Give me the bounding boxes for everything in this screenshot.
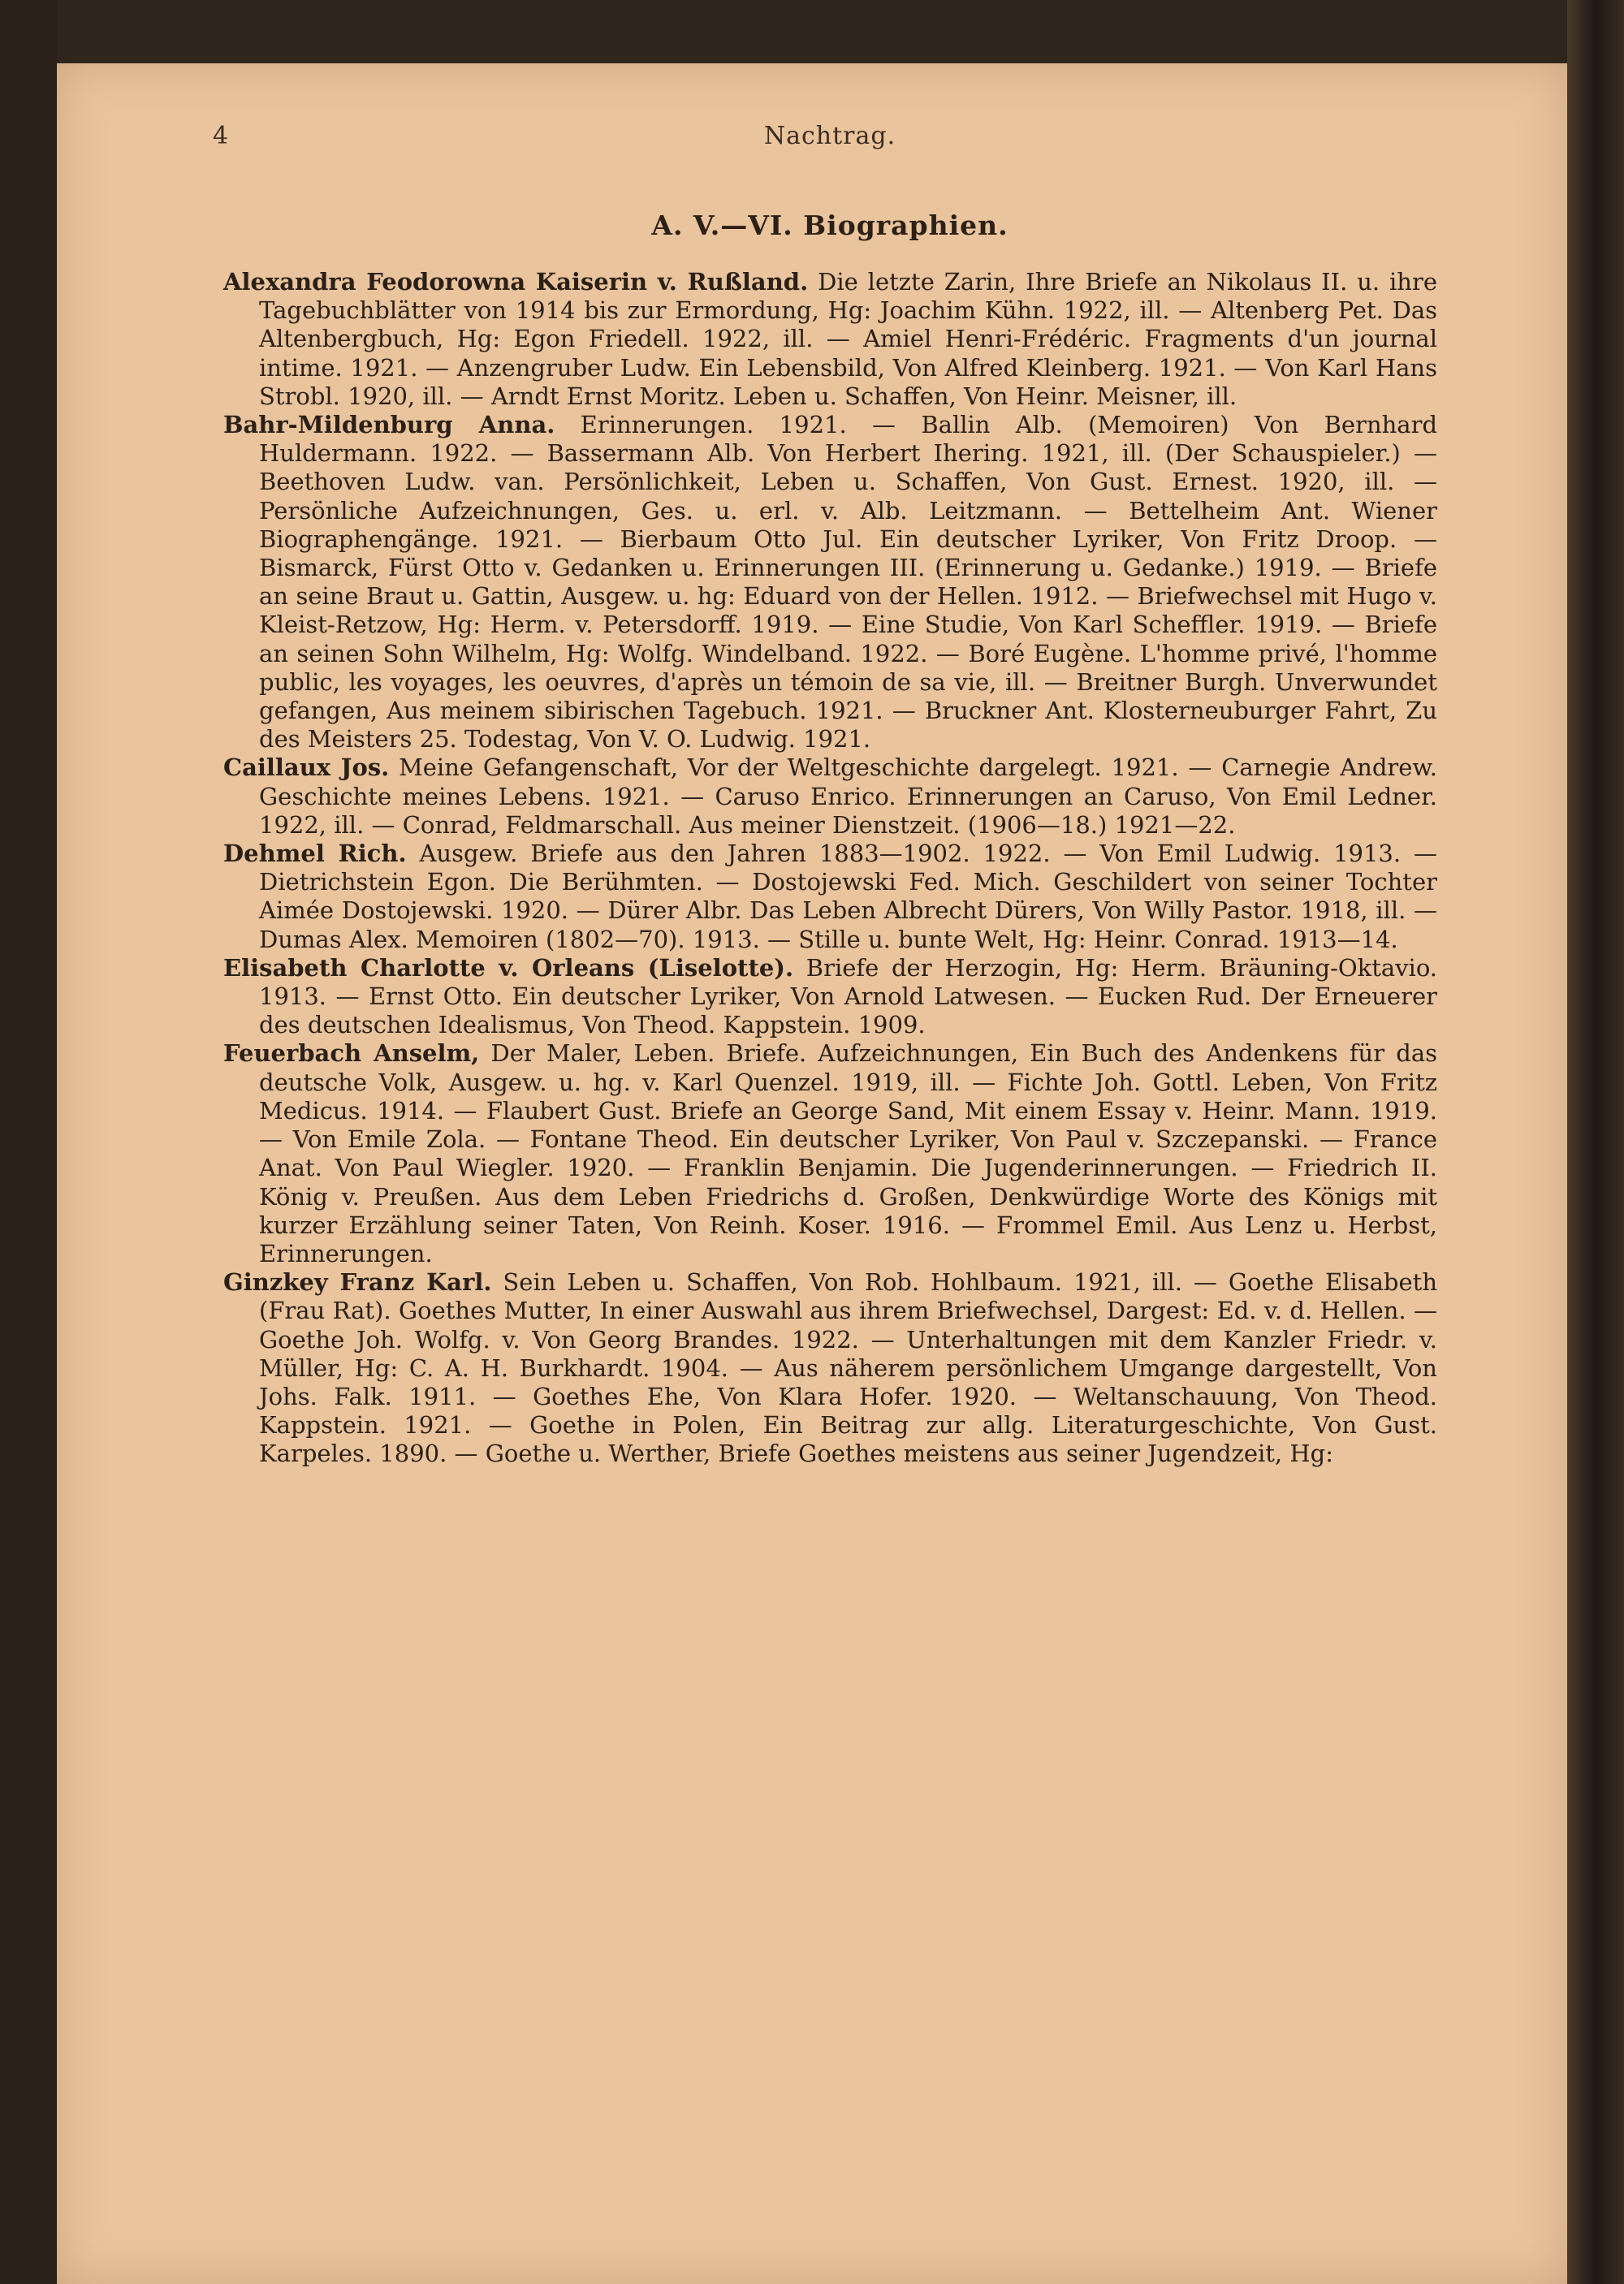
entry-head: Elisabeth Charlotte v. Orleans (Liselotte). <box>223 953 794 982</box>
entry-c <box>223 753 1437 840</box>
entry-head: Feuerbach Anselm, <box>223 1039 480 1068</box>
entry-a <box>223 268 1437 411</box>
entry-body: Die letzte Zarin, Ihre Briefe an Nikolaus II. u. ihre Tagebuchblätter von 1914 bis zur Ermordung, Hg: Joachim Kühn. 1922, ill. — Altenberg Pet. Das Altenbergbuch, Hg: Egon Friedell. 1922, ill. — Amiel Henri-Frédéric. Fragments d'un journal intime. 1921. — Anzengruber Ludw. Ein Lebensbild, Von Alfred Kleinberg. 1921. — Von Karl Hans Strobl. 1920, ill. — Arndt Ernst Moritz. Leben u. Schaffen, Von Heinr. Meisner, ill. <box>259 268 1437 410</box>
entry-head: Ginzkey Franz Karl. <box>223 1268 492 1297</box>
entry-body: Der Maler, Leben. Briefe. Aufzeichnungen, Ein Buch des Andenkens für das deutsche Volk, Ausgew. u. hg. v. Karl Quenzel. 1919, ill. — Fichte Joh. Gottl. Leben, Von Fritz Medicus. 1914. — Flaubert Gust. Briefe an George Sand, Mit einem Essay v. Heinr. Mann. 1919. — Von Emile Zola. — Fontane Theod. Ein deutscher Lyriker, Von Paul v. Szczepanski. — France Anat. Von Paul Wiegler. 1920. — Franklin Benjamin. Die Jugenderinnerungen. — Friedrich II. König v. Preußen. Aus dem Leben Friedrichs d. Großen, Denkwürdige Worte des Königs mit kurzer Erzählung seiner Taten, Von Reinh. Koser. 1916. — Frommel Emil. Aus Lenz u. Herbst, Erinnerungen. <box>259 1039 1437 1267</box>
page-number: 4 <box>213 122 229 150</box>
entry-body: Briefe der Herzogin, Hg: Herm. Bräuning-Oktavio. 1913. — Ernst Otto. Ein deutscher Lyriker, Von Arnold Latwesen. — Eucken Rud. Der Erneuerer des deutschen Idealismus, Von Theod. Kappstein. 1909. <box>259 953 1437 1039</box>
entry-e <box>223 954 1437 1040</box>
entry-head: Dehmel Rich. <box>223 840 407 868</box>
entry-f <box>223 1039 1437 1268</box>
page-header <box>213 122 1447 171</box>
entry-head: Bahr-Mildenburg Anna. <box>223 411 555 439</box>
entry-body: Ausgew. Briefe aus den Jahren 1883—1902. 1922. — Von Emil Ludwig. 1913. — Dietrichstein Egon. Die Berühmten. — Dostojewski Fed. Mich. Geschildert von seiner Tochter Aimée Dostojewski. 1920. — Dürer Albr. Das Leben Albrecht Dürers, Von Willy Pastor. 1918, ill. — Dumas Alex. Memoiren (1802—70). 1913. — Stille u. bunte Welt, Hg: Heinr. Conrad. 1913—14. <box>259 840 1437 953</box>
entry-head: Caillaux Jos. <box>223 753 390 782</box>
entry-b <box>223 411 1437 753</box>
entry-head: Alexandra Feodorowna Kaiserin v. Rußland. <box>223 268 809 296</box>
entry-d <box>223 840 1437 954</box>
section-title: A. V.—VI. Biographien. <box>651 209 1009 241</box>
running-head: Nachtrag. <box>763 122 896 150</box>
scan-top-border <box>57 0 1567 63</box>
entry-body: Erinnerungen. 1921. — Ballin Alb. (Memoiren) Von Bernhard Huldermann. 1922. — Bassermann Alb. Von Herbert Ihering. 1921, ill. (Der Schauspieler.) — Beethoven Ludw. van. Persönlichkeit, Leben u. Schaffen, Von Gust. Ernest. 1920, ill. — Persönliche Aufzeichnungen, Ges. u. erl. v. Alb. Leitzmann. — Bettelheim Ant. Wiener Biographengänge. 1921. — Bierbaum Otto Jul. Ein deutscher Lyriker, Von Fritz Droop. — Bismarck, Fürst Otto v. Gedanken u. Erinnerungen III. (Erinnerung u. Gedanke.) 1919. — Briefe an seine Braut u. Gattin, Ausgew. u. hg: Eduard von der Hellen. 1912. — Briefwechsel mit Hugo v. Kleist-Retzow, Hg: Herm. v. Petersdorff. 1919. — Eine Studie, Von Karl Scheffler. 1919. — Briefe an seinen Sohn Wilhelm, Hg: Wolfg. Windelband. 1922. — Boré Eugène. L'homme privé, l'homme public, les voyages, les oeuvres, d'après un témoin de sa vie, ill. — Breitner Burgh. Unverwundet gefangen, Aus meinem sibirischen Tagebuch. 1921. — Bruckner Ant. Klosterneuburger Fahrt, Zu des Meisters 25. Todestag, Von V. O. Ludwig. 1921. <box>259 411 1438 753</box>
book-spine <box>1567 0 1624 2284</box>
biography-entries <box>223 268 1437 1469</box>
entry-g <box>223 1268 1437 1468</box>
entry-body: Meine Gefangenschaft, Vor der Weltgeschichte dargelegt. 1921. — Carnegie Andrew. Geschichte meines Lebens. 1921. — Caruso Enrico. Erinnerungen an Caruso, Von Emil Ledner. 1922, ill. — Conrad, Feldmarschall. Aus meiner Dienstzeit. (1906—18.) 1921—22. <box>259 753 1438 839</box>
entry-body: Sein Leben u. Schaffen, Von Rob. Hohlbaum. 1921, ill. — Goethe Elisabeth (Frau Rat). Goethes Mutter, In einer Auswahl aus ihrem Briefwechsel, Dargest: Ed. v. d. Hellen. — Goethe Joh. Wolfg. v. Von Georg Brandes. 1922. — Unterhaltungen mit dem Kanzler Friedr. v. Müller, Hg: C. A. H. Burkhardt. 1904. — Aus näherem persönlichem Umgange dargestellt, Von Johs. Falk. 1911. — Goethes Ehe, Von Klara Hofer. 1920. — Weltanschauung, Von Theod. Kappstein. 1921. — Goethe in Polen, Ein Beitrag zur allg. Literaturgeschichte, Von Gust. Karpeles. 1890. — Goethe u. Werther, Briefe Goethes meistens aus seiner Jugendzeit, Hg: <box>259 1268 1437 1468</box>
